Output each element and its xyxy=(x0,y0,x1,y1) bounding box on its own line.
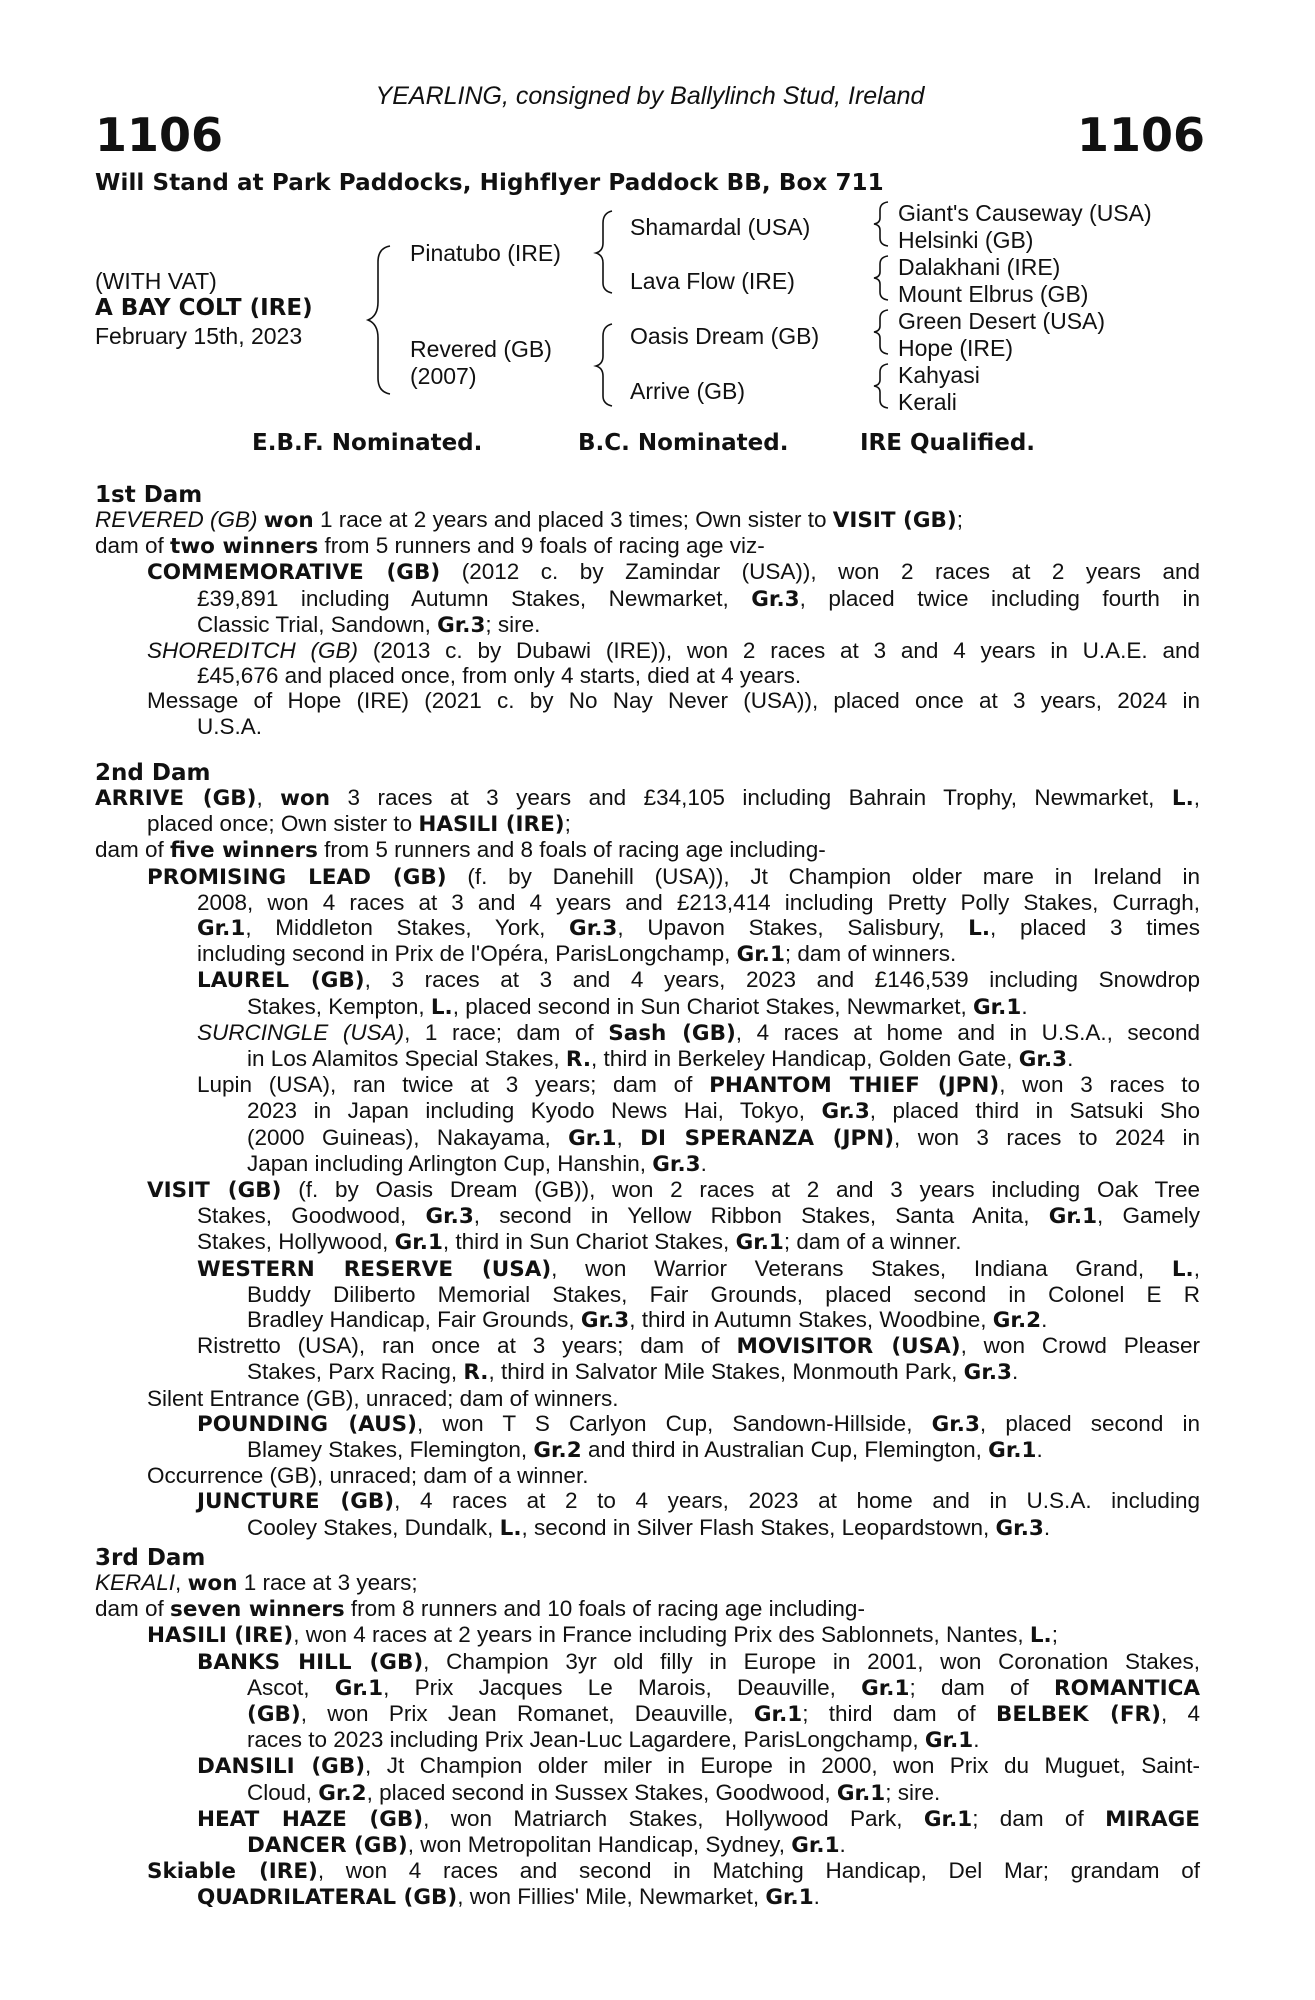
second-dam-line: Stakes, Kempton, L., placed second in Sun Chariot Stakes, Newmarket, Gr.1. xyxy=(247,993,1028,1020)
third-dam-body xyxy=(95,1570,1200,1911)
second-dam-line: ARRIVE (GB), won 3 races at 3 years and £34,105 including Bahrain Trophy, Newmarket, L., xyxy=(95,785,1201,811)
second-dam-line: Stakes, Parx Racing, R., third in Salvator Mile Stakes, Monmouth Park, Gr.3. xyxy=(247,1359,1019,1386)
sire: Pinatubo (IRE) xyxy=(410,240,561,266)
second-dam-line: in Los Alamitos Special Stakes, R., third in Berkeley Handicap, Golden Gate, Gr.3. xyxy=(247,1046,1074,1073)
third-dam-line: (GB), won Prix Jean Romanet, Deauville, Gr.1; third dam of BELBEK (FR), 4 xyxy=(247,1701,1201,1728)
second-dam-line: Lupin (USA), ran twice at 3 years; dam of PHANTOM THIEF (JPN), won 3 races to xyxy=(197,1072,1200,1099)
foaling-date: February 15th, 2023 xyxy=(95,323,303,349)
first-dam-line: Message of Hope (IRE) (2021 c. by No Nay Never (USA)), placed once at 3 years, 2024 in xyxy=(147,688,1200,714)
lot-number-left: 1106 xyxy=(95,108,224,162)
ancestor-g7: Kahyasi xyxy=(898,362,980,388)
pedigree-brace-sire xyxy=(590,205,620,295)
first-dam-line: Classic Trial, Sandown, Gr.3; sire. xyxy=(197,611,541,638)
pedigree-brace-g2 xyxy=(868,252,894,302)
lot-number-right: 1106 xyxy=(1076,108,1205,162)
first-dam-line: COMMEMORATIVE (GB) (2012 c. by Zamindar (USA)), won 2 races at 2 years and xyxy=(147,559,1200,586)
second-dam-line: including second in Prix de l'Opéra, ParisLongchamp, Gr.1; dam of winners. xyxy=(197,941,957,968)
bc-nomination: B.C. Nominated. xyxy=(578,430,789,456)
second-dam-line: POUNDING (AUS), won T S Carlyon Cup, Sandown-Hillside, Gr.3, placed second in xyxy=(197,1410,1200,1437)
second-dam-line: 2008, won 4 races at 3 and 4 years and £213,414 including Pretty Polly Stakes, Curragh, xyxy=(197,889,1200,915)
second-dam-body xyxy=(95,785,1200,1541)
first-dam-line: U.S.A. xyxy=(197,713,263,739)
second-dam-line: Stakes, Goodwood, Gr.3, second in Yellow Ribbon Stakes, Santa Anita, Gr.1, Gamely xyxy=(197,1203,1200,1230)
second-dam-line: SURCINGLE (USA), 1 race; dam of Sash (GB), 4 races at home and in U.S.A., second xyxy=(197,1019,1200,1046)
second-dam-line: LAUREL (GB), 3 races at 3 and 4 years, 2023 and £146,539 including Snowdrop xyxy=(197,967,1200,994)
second-dam-line: dam of five winners from 5 runners and 8 foals of racing age including- xyxy=(95,837,826,864)
third-dam-line: HEAT HAZE (GB), won Matriarch Stakes, Hollywood Park, Gr.1; dam of MIRAGE xyxy=(197,1805,1200,1832)
second-dam-line: placed once; Own sister to HASILI (IRE); xyxy=(147,811,571,838)
ancestor-g8: Kerali xyxy=(898,389,957,415)
pedigree-brace-dam xyxy=(590,318,620,408)
third-dam-line: KERALI, won 1 race at 3 years; xyxy=(95,1570,418,1596)
second-dam-line: WESTERN RESERVE (USA), won Warrior Veterans Stakes, Indiana Grand, L., xyxy=(197,1255,1200,1282)
second-dam-line: Gr.1, Middleton Stakes, York, Gr.3, Upavon Stakes, Salisbury, L., placed 3 times xyxy=(197,915,1201,942)
third-dam-line: BANKS HILL (GB), Champion 3yr old filly in Europe in 2001, won Coronation Stakes, xyxy=(197,1648,1200,1675)
third-dam-line: DANCER (GB), won Metropolitan Handicap, Sydney, Gr.1. xyxy=(247,1832,846,1859)
first-dam-title: 1st Dam xyxy=(95,482,203,508)
pedigree-brace-g3 xyxy=(868,306,894,356)
ancestor-g2: Helsinki (GB) xyxy=(898,227,1034,253)
third-dam-line: DANSILI (GB), Jt Champion older miler in Europe in 2000, won Prix du Muguet, Saint- xyxy=(197,1753,1200,1780)
second-dam-line: Japan including Arlington Cup, Hanshin, Gr.3. xyxy=(247,1150,707,1177)
second-dam-line: Ristretto (USA), ran once at 3 years; dam of MOVISITOR (USA), won Crowd Pleaser xyxy=(197,1333,1201,1360)
third-dam-line: QUADRILATERAL (GB), won Fillies' Mile, Newmarket, Gr.1. xyxy=(197,1884,820,1911)
sire-sire: Shamardal (USA) xyxy=(630,214,811,240)
second-dam-line: Bradley Handicap, Fair Grounds, Gr.3, third in Autumn Stakes, Woodbine, Gr.2. xyxy=(247,1307,1048,1334)
third-dam-line: HASILI (IRE), won 4 races at 2 years in France including Prix des Sablonnets, Nantes, L.; xyxy=(147,1622,1058,1649)
second-dam-line: Occurrence (GB), unraced; dam of a winner. xyxy=(147,1463,589,1489)
ire-qualification: IRE Qualified. xyxy=(860,430,1036,456)
second-dam-line: (2000 Guineas), Nakayama, Gr.1, DI SPERANZA (JPN), won 3 races to 2024 in xyxy=(247,1124,1200,1151)
third-dam-line: races to 2023 including Prix Jean-Luc Lagardere, ParisLongchamp, Gr.1. xyxy=(247,1727,980,1754)
pedigree-brace-g4 xyxy=(868,360,894,410)
second-dam-line: VISIT (GB) (f. by Oasis Dream (GB)), won 2 races at 2 and 3 years including Oak Tree xyxy=(147,1177,1200,1204)
first-dam-line: £39,891 including Autumn Stakes, Newmarket, Gr.3, placed twice including fourth in xyxy=(197,585,1201,612)
ancestor-g5: Green Desert (USA) xyxy=(898,308,1106,334)
second-dam-line: JUNCTURE (GB), 4 races at 2 to 4 years, 2023 at home and in U.S.A. including xyxy=(197,1488,1200,1515)
dam-sire: Oasis Dream (GB) xyxy=(630,323,820,349)
second-dam-line: Silent Entrance (GB), unraced; dam of winners. xyxy=(147,1385,619,1411)
second-dam-title: 2nd Dam xyxy=(95,760,211,786)
sire-dam: Lava Flow (IRE) xyxy=(630,268,795,294)
pedigree-brace-gen1 xyxy=(360,240,400,400)
second-dam-line: Cooley Stakes, Dundalk, L., second in Silver Flash Stakes, Leopardstown, Gr.3. xyxy=(247,1514,1051,1541)
dam-year: (2007) xyxy=(410,363,477,389)
second-dam-line: Buddy Diliberto Memorial Stakes, Fair Grounds, placed second in Colonel E R xyxy=(247,1281,1200,1307)
ebf-nomination: E.B.F. Nominated. xyxy=(252,430,483,456)
second-dam-line: Stakes, Hollywood, Gr.1, third in Sun Chariot Stakes, Gr.1; dam of a winner. xyxy=(197,1229,962,1256)
ancestor-g3: Dalakhani (IRE) xyxy=(898,254,1061,280)
dam-dam: Arrive (GB) xyxy=(630,378,745,404)
second-dam-line: PROMISING LEAD (GB) (f. by Danehill (USA)), Jt Champion older mare in Ireland in xyxy=(147,863,1200,890)
second-dam-line: 2023 in Japan including Kyodo News Hai, Tokyo, Gr.3, placed third in Satsuki Sho xyxy=(247,1098,1200,1125)
third-dam-line: Ascot, Gr.1, Prix Jacques Le Marois, Deauville, Gr.1; dam of ROMANTICA xyxy=(247,1674,1200,1701)
consignor-subtitle: YEARLING, consigned by Ballylinch Stud, Ireland xyxy=(375,82,925,110)
pedigree-brace-g1 xyxy=(868,198,894,248)
third-dam-title: 3rd Dam xyxy=(95,1545,206,1571)
first-dam-line: SHOREDITCH (GB) (2013 c. by Dubawi (IRE)), won 2 races at 3 and 4 years in U.A.E. and xyxy=(147,638,1200,664)
vat-note: (WITH VAT) xyxy=(95,268,217,294)
third-dam-line: dam of seven winners from 8 runners and 10 foals of racing age including- xyxy=(95,1596,865,1623)
stabling-location: Will Stand at Park Paddocks, Highflyer Paddock BB, Box 711 xyxy=(95,170,884,196)
first-dam-body xyxy=(95,507,1200,739)
second-dam-line: Blamey Stakes, Flemington, Gr.2 and third in Australian Cup, Flemington, Gr.1. xyxy=(247,1437,1043,1464)
ancestor-g6: Hope (IRE) xyxy=(898,335,1014,361)
dam-name: Revered (GB) xyxy=(410,336,552,362)
first-dam-line: REVERED (GB) won 1 race at 2 years and placed 3 times; Own sister to VISIT (GB); xyxy=(95,507,963,533)
ancestor-g4: Mount Elbrus (GB) xyxy=(898,281,1089,307)
third-dam-line: Cloud, Gr.2, placed second in Sussex Stakes, Goodwood, Gr.1; sire. xyxy=(247,1779,941,1806)
first-dam-line: £45,676 and placed once, from only 4 starts, died at 4 years. xyxy=(197,663,802,689)
first-dam-line: dam of two winners from 5 runners and 9 foals of racing age viz- xyxy=(95,533,765,560)
third-dam-line: Skiable (IRE), won 4 races and second in Matching Handicap, Del Mar; grandam of xyxy=(147,1858,1200,1885)
horse-name: A BAY COLT (IRE) xyxy=(95,295,313,321)
ancestor-g1: Giant's Causeway (USA) xyxy=(898,200,1152,226)
